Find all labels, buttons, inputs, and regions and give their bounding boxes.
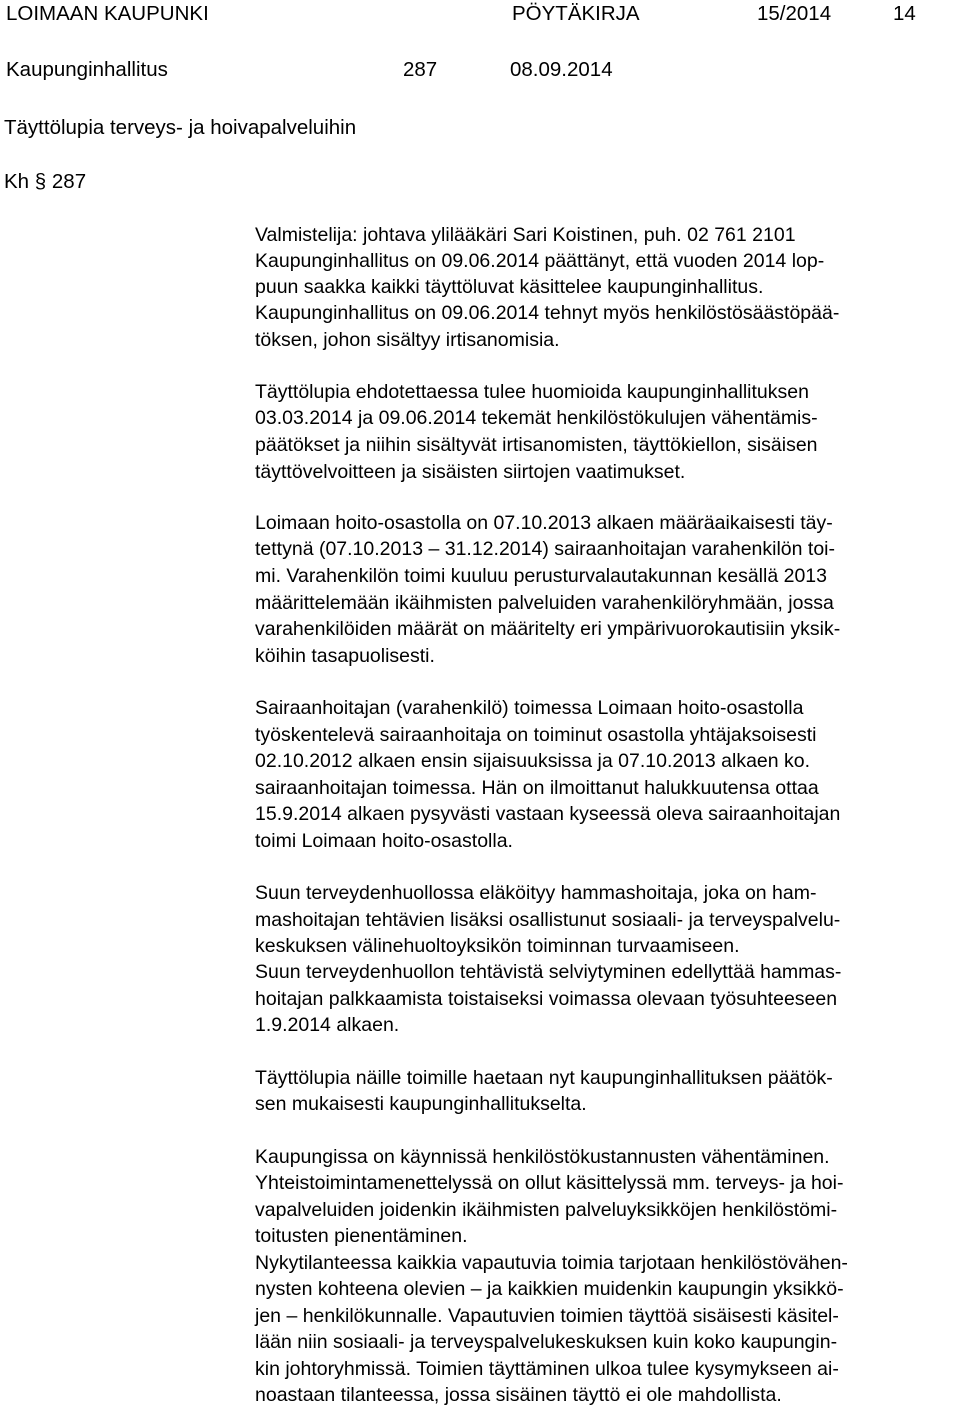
body-line: 02.10.2012 alkaen ensin sijaisuuksissa ja 07.10.2013 alkaen ko. [255,750,811,772]
body-line: 1.9.2014 alkaen. [255,1014,400,1036]
body-line: Nykytilanteessa kaikkia vapautuvia toimia tarjotaan henkilöstövähen- [255,1252,848,1274]
item-number: 287 [51,170,87,193]
body-line: 15.9.2014 alkaen pysyvästi vastaan kyseessä oleva sairaanhoitajan [255,803,841,825]
body-line: Kaupungissa on käynnissä henkilöstökustannusten vähentäminen. [255,1146,830,1168]
body-line: tettynä (07.10.2013 – 31.12.2014) sairaanhoitajan varahenkilön toi- [255,538,835,560]
body-line: toitusten pienentäminen. [255,1225,468,1247]
body-line: töksen, johon sisältyy irtisanomisia. [255,329,560,351]
item-reference [4,170,86,194]
body-line: puun saakka kaikki täyttöluvat käsittelee kaupunginhallitus. [255,276,764,298]
body-line: 03.03.2014 ja 09.06.2014 tekemät henkilöstökulujen vähentämis- [255,407,818,429]
body-line: sairaanhoitajan toimessa. Hän on ilmoittanut halukkuutensa ottaa [255,777,819,799]
body-line: kin johtoryhmissä. Toimien täyttäminen ulkoa tulee kysymykseen ai- [255,1358,839,1380]
body-line: toimi Loimaan hoito-osastolla. [255,830,513,852]
page-title: Täyttölupia terveys- ja hoivapalveluihin [4,116,357,139]
body-line: päätökset ja niihin sisältyvät irtisanomisten, täyttökiellon, sisäisen [255,434,818,456]
body-line: määrittelemään ikäihmisten palveluiden varahenkilöryhmään, jossa [255,592,834,614]
body-line: nysten kohteena olevien – ja kaikkien muidenkin kaupungin yksikkö- [255,1278,844,1300]
meeting-body: Kaupunginhallitus [6,58,168,81]
body-line: keskuksen välinehuoltoyksikön toiminnan turvaamiseen. [255,935,740,957]
body-line: köihin tasapuolisesti. [255,645,435,667]
body-line: Loimaan hoito-osastolla on 07.10.2013 alkaen määräaikaisesti täy- [255,512,833,534]
document-type: PÖYTÄKIRJA [512,2,640,25]
body-line: mashoitajan tehtävien lisäksi osallistunut sosiaali- ja terveyspalvelu- [255,909,841,931]
section-sign: § [34,170,47,193]
body-line: lään niin sosiaali- ja terveyspalvelukeskuksen kuin koko kaupungin- [255,1331,838,1353]
body-line: hoitajan palkkaamista toistaiseksi voimassa olevaan työsuhteeseen [255,988,838,1010]
document-number: 15/2014 [757,2,832,25]
org-name: LOIMAAN KAUPUNKI [6,2,209,25]
page-number: 14 [893,2,916,25]
body-line: mi. Varahenkilön toimi kuuluu perusturvalautakunnan kesällä 2013 [255,565,827,587]
body-line: työskentelevä sairaanhoitaja on toiminut osastolla yhtäjaksoisesti [255,724,817,746]
body-line: Suun terveydenhuollon tehtävistä selviytyminen edellyttää hammas- [255,961,842,983]
body-line: Suun terveydenhuollossa eläköityy hammashoitaja, joka on ham- [255,882,817,904]
meeting-date: 08.09.2014 [510,58,613,81]
body-line: Täyttölupia ehdotettaessa tulee huomioida kaupunginhallituksen [255,381,809,403]
item-prefix: Kh [4,170,30,193]
body-line: noastaan tilanteessa, jossa sisäinen täyttö ei ole mahdollista. [255,1384,782,1406]
body-line: Kaupunginhallitus on 09.06.2014 päättänyt, että vuoden 2014 lop- [255,250,825,272]
body-line: Yhteistoimintamenettelyssä on ollut käsittelyssä mm. terveys- ja hoi- [255,1172,844,1194]
body-line: jen – henkilökunnalle. Vapautuvien toimien täyttöä sisäisesti käsitel- [255,1305,839,1327]
body-line: sen mukaisesti kaupunginhallitukselta. [255,1093,587,1115]
body-line: täyttövelvoitteen ja sisäisten siirtojen vaatimukset. [255,461,686,483]
section-number: 287 [403,58,438,81]
preparer-line: Valmistelija: johtava ylilääkäri Sari Koistinen, puh. 02 761 2101 [255,224,796,246]
body-line: Sairaanhoitajan (varahenkilö) toimessa Loimaan hoito-osastolla [255,697,804,719]
body-line: Täyttölupia näille toimille haetaan nyt kaupunginhallituksen päätök- [255,1067,833,1089]
body-line: Kaupunginhallitus on 09.06.2014 tehnyt myös henkilöstösäästöpää- [255,302,840,324]
body-line: vapalveluiden joidenkin ikäihmisten palveluyksikköjen henkilöstömi- [255,1199,838,1221]
body-line: varahenkilöiden määrät on määritelty eri ympärivuorokautisiin yksik- [255,618,841,640]
